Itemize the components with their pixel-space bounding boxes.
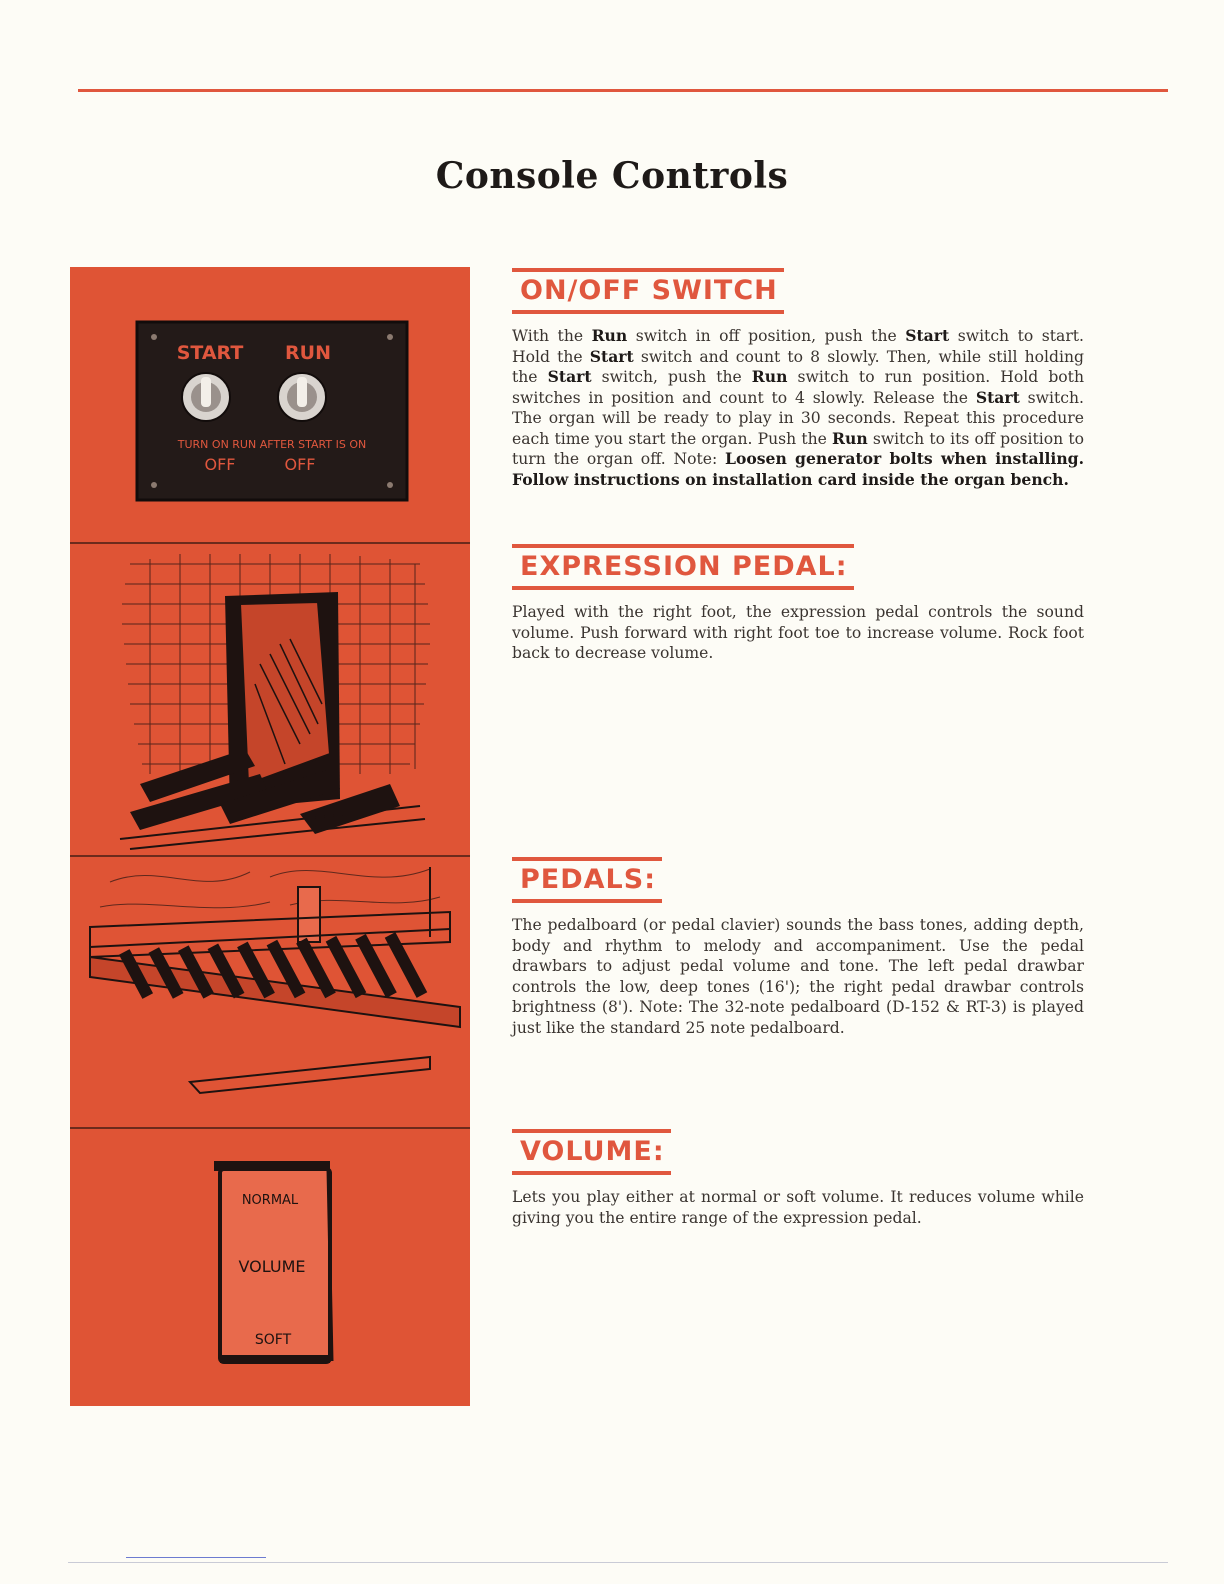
section-expression-pedal: [512, 544, 1084, 664]
section-body-on-off-switch: With the Run switch in off position, push the Start switch to start. Hold the Start switch and count to 8 slowly. Then, while still holding the Start switch, push the Run switch to run position. Hold both switches in position and count to 4 slowly. Release the Start switch. The organ will be ready to play in 30 seconds. Repeat this procedure each time you start the organ. Push the Run switch to its off position to turn the organ off. Note: Loosen generator bolts when installing. Follow instructions on installation card inside the organ bench.: [512, 326, 1084, 489]
off-label-right: OFF: [284, 455, 316, 474]
screw-icon: [387, 334, 393, 340]
section-body-pedals: The pedalboard (or pedal clavier) sounds the bass tones, adding depth, body and rhythm to melody and accompaniment. Use the pedal drawbars to adjust pedal volume and tone. The left pedal drawbar controls the low, deep tones (16'); the right pedal drawbar controls brightness (8'). Note: The 32-note pedalboard (D-152 & RT-3) is played just like the standard 25 note pedalboard.: [512, 916, 1084, 1037]
section-volume: [512, 1129, 1084, 1228]
volume-label: VOLUME: [238, 1257, 306, 1276]
footer-rule: [68, 1562, 1168, 1563]
run-toggle-icon: [278, 373, 326, 421]
run-label: RUN: [285, 342, 331, 364]
screw-icon: [151, 334, 157, 340]
illustration-column: [70, 267, 470, 1406]
volume-tab-illustration: [70, 1129, 470, 1406]
heading-pedals: PEDALS:: [520, 864, 656, 895]
section-pedals: [512, 857, 1084, 1038]
section-heading: [512, 268, 784, 314]
start-toggle-icon: [182, 373, 230, 421]
footer-link-underline: [126, 1557, 266, 1558]
top-rule: [78, 89, 1168, 92]
heading-on-off-switch: ON/OFF SWITCH: [520, 275, 778, 306]
heading-volume: VOLUME:: [520, 1136, 665, 1167]
switch-caption: TURN ON RUN AFTER START IS ON: [177, 438, 367, 451]
page-title: Console Controls: [435, 155, 789, 197]
section-on-off-switch: [512, 268, 1084, 490]
volume-soft-label: SOFT: [254, 1332, 292, 1348]
expression-pedal-illustration: [70, 544, 470, 855]
screw-icon: [151, 482, 157, 488]
heading-expression-pedal: EXPRESSION PEDAL:: [520, 551, 848, 582]
switch-panel-illustration: [70, 267, 470, 542]
volume-normal-label: NORMAL: [241, 1193, 299, 1208]
section-heading: [512, 1129, 671, 1175]
start-label: START: [176, 342, 244, 364]
section-body-expression-pedal: Played with the right foot, the expression pedal controls the sound volume. Push forward with right foot toe to increase volume. Rock foot back to decrease volume.: [512, 603, 1084, 662]
section-heading: [512, 544, 854, 590]
screw-icon: [387, 482, 393, 488]
section-heading: [512, 857, 662, 903]
off-label-left: OFF: [204, 455, 236, 474]
section-body-volume: Lets you play either at normal or soft volume. It reduces volume while giving you the entire range of the expression pedal.: [512, 1188, 1084, 1227]
pedalboard-illustration: [70, 857, 470, 1127]
